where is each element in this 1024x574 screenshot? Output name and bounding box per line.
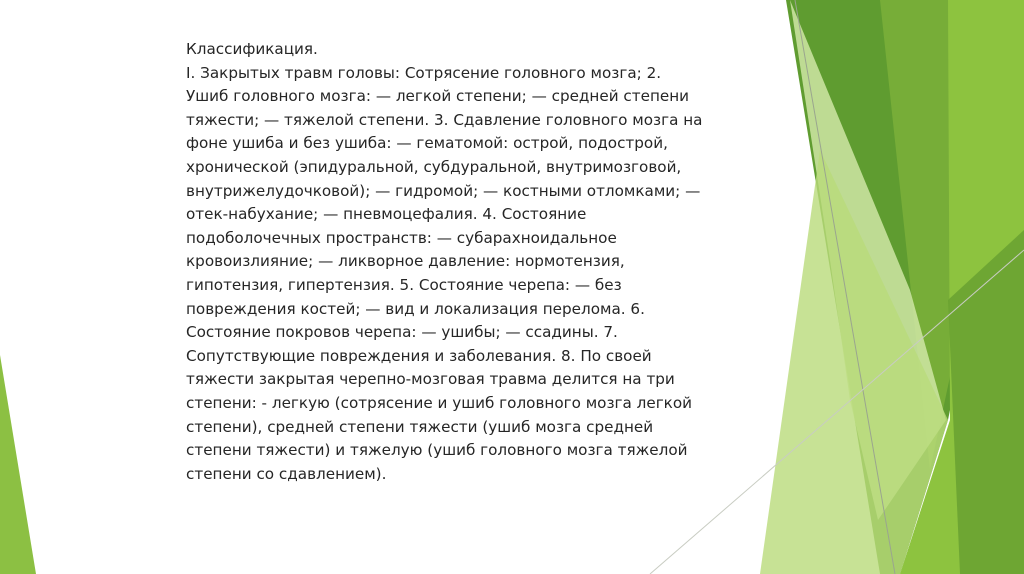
classification-text <box>186 38 706 486</box>
left-green-sliver <box>0 355 36 574</box>
heading: Классификация. <box>186 40 318 58</box>
body-text: I. Закрытых травм головы: Сотрясение головного мозга; 2. Ушиб головного мозга: — легкой степени; — средней степени тяжести; — тяжелой степени. 3. Сдавление головного мозга на фоне ушиба и без ушиба: — гематомой: острой, подострой, хронической (эпидуральной, субдуральной, внутримозговой, внутрижелудочковой); — гидромой; — костными отломками; — отек-набухание; — пневмоцефалия. 4. Состояние подоболочечных пространств: — субарахноидальное кровоизлияние; — ликворное давление: нормотензия, гипотензия, гипертензия. 5. Состояние черепа: — без повреждения костей; — вид и локализация перелома. 6. Состояние покровов черепа: — ушибы; — ссадины. 7. Сопутствующие повреждения и заболевания. 8. По своей тяжести закрытая черепно-мозговая травма делится на три степени: - легкую (сотрясение и ушиб головного мозга легкой степени), средней степени тяжести (ушиб мозга средней степени тяжести) и тяжелую (ушиб головного мозга тяжелой степени со сдавлением). <box>186 63 703 483</box>
